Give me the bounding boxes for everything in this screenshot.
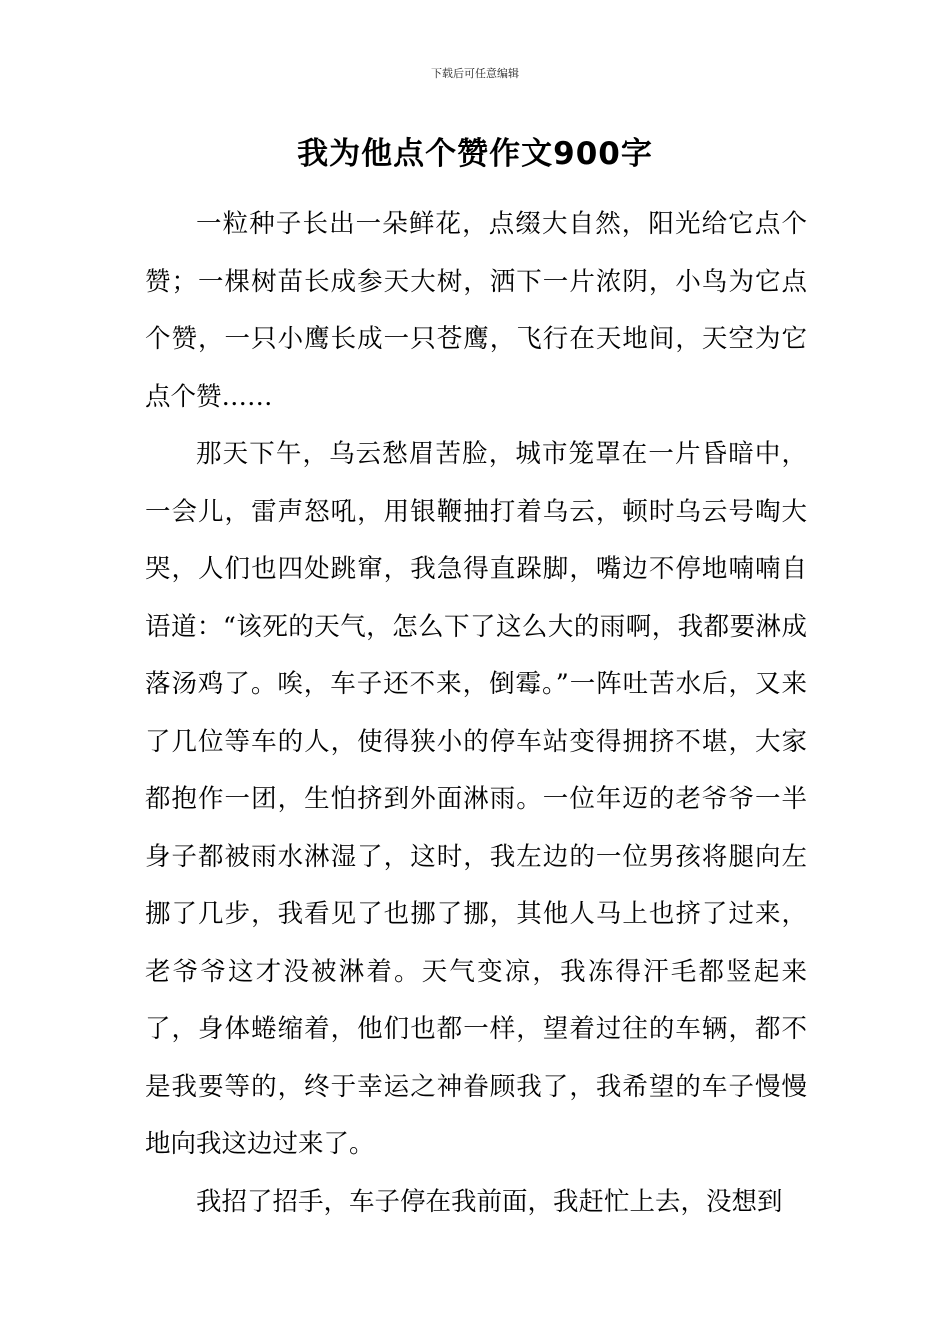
document-body: [145, 196, 807, 1231]
paragraph: 那天下午，乌云愁眉苦脸，城市笼罩在一片昏暗中，一会儿，雷声怒吼，用银鞭抽打着乌云，顿时乌云号啕大哭，人们也四处跳窜，我急得直跺脚，嘴边不停地喃喃自语道：“该死的天气，怎么下了这么大的雨啊，我都要淋成落汤鸡了。唉，车子还不来，倒霉。”一阵吐苦水后，又来了几位等车的人，使得狭小的停车站变得拥挤不堪，大家都抱作一团，生怕挤到外面淋雨。一位年迈的老爷爷一半身子都被雨水淋湿了，这时，我左边的一位男孩将腿向左挪了几步，我看见了也挪了挪，其他人马上也挤了过来，老爷爷这才没被淋着。天气变凉，我冻得汗毛都竖起来了，身体蜷缩着，他们也都一样，望着过往的车辆，都不是我要等的，终于幸运之神眷顾我了，我希望的车子慢慢地向我这边过来了。: [145, 439, 807, 1159]
paragraph: 我招了招手，车子停在我前面，我赶忙上去，没想到: [196, 1186, 783, 1217]
header-note: 下载后可任意编辑: [431, 67, 519, 80]
document-title: 我为他点个赞作文900字: [297, 136, 653, 172]
paragraph: 一粒种子长出一朵鲜花，点缀大自然，阳光给它点个赞；一棵树苗长成参天大树，洒下一片浓阴，小鸟为它点个赞，一只小鹰长成一只苍鹰，飞行在天地间，天空为它点个赞……: [145, 209, 807, 412]
